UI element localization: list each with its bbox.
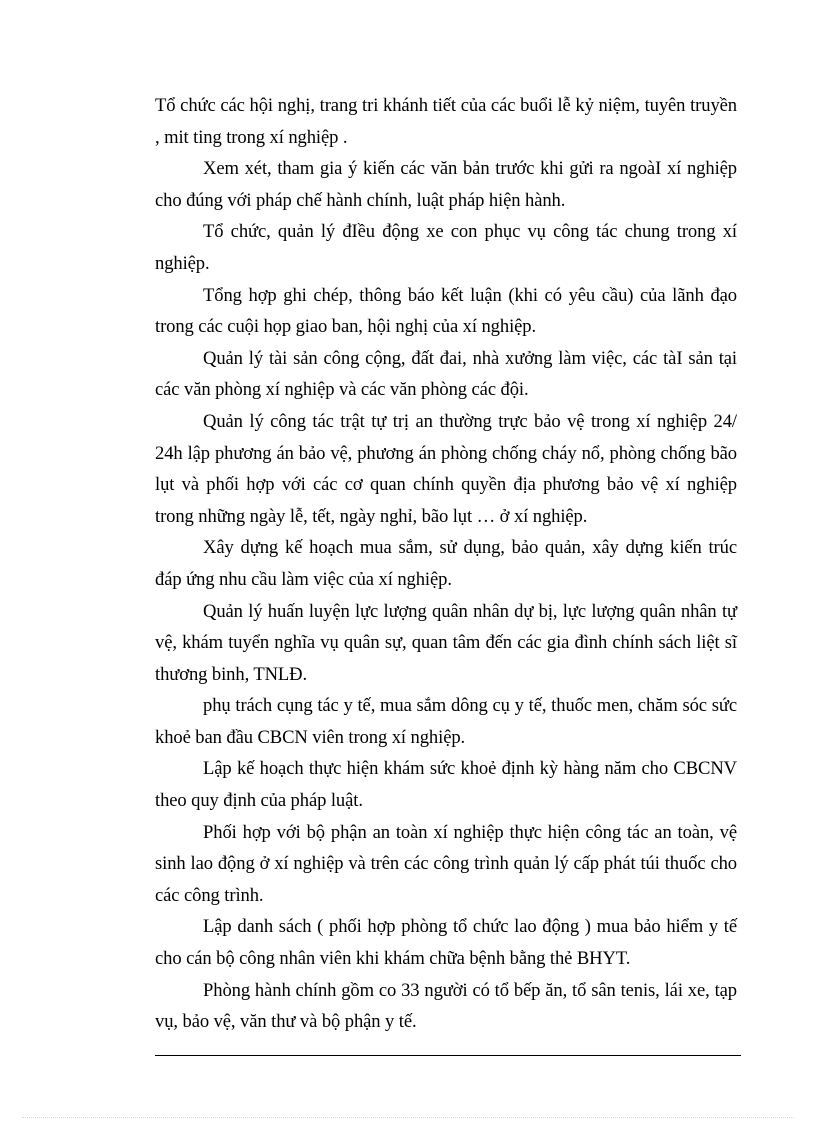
paragraph-security-management: Quản lý công tác trật tự trị an thường trực bảo vệ trong xí nghiệp 24/ 24h lập phương án bảo vệ, phương án phòng chống cháy nổ, phòng chống bão lụt và phối hợp với các cơ quan chính quyền địa phương bảo vệ xí nghiệp trong những ngày lễ, tết, ngày nghỉ, bão lụt … ở xí nghiệp.	[155, 410, 737, 527]
paragraph-health-checkup: Lập kế hoạch thực hiện khám sức khoẻ định kỳ hàng năm cho CBCNV theo quy định của pháp luật.	[155, 758, 737, 812]
paragraph-department-staff: Phòng hành chính gồm co 33 người có tổ bếp ăn, tổ sân tenis, lái xe, tạp vụ, bảo vệ, văn thư và bộ phận y tế.	[155, 979, 737, 1033]
paragraph-militia-training: Quản lý huấn luyện lực lượng quân nhân dự bị, lực lượng quân nhân tự vệ, khám tuyển nghĩa vụ quân sự, quan tâm đến các gia đình chính sách liệt sĩ thương binh, TNLĐ.	[155, 600, 737, 685]
footer-divider	[155, 1055, 741, 1056]
paragraph-asset-management: Quản lý tài sản công cộng, đất đai, nhà xưởng làm việc, các tàI sản tại các văn phòng xí nghiệp và các văn phòng các đội.	[155, 347, 737, 401]
paragraph-organize-events: Tổ chức các hội nghị, trang tri khánh tiết của các buổi lễ kỷ niệm, tuyên truyền , mit ting trong xí nghiệp .	[155, 95, 737, 148]
paragraph-vehicle-management: Tổ chức, quản lý đIều động xe con phục vụ công tác chung trong xí nghiệp.	[155, 221, 737, 274]
paragraph-review-documents: Xem xét, tham gia ý kiến các văn bản trước khi gửi ra ngoàI xí nghiệp cho đúng với pháp chế hành chính, luật pháp hiện hành.	[155, 158, 737, 211]
paragraph-health-insurance: Lập danh sách ( phối hợp phòng tổ chức lao động ) mua bảo hiểm y tế cho cán bộ công nhân viên khi khám chữa bệnh bằng thẻ BHYT.	[155, 916, 737, 970]
paragraph-procurement-plan: Xây dựng kế hoạch mua sắm, sử dụng, bảo quản, xây dựng kiến trúc đáp ứng nhu cầu làm việc của xí nghiệp.	[155, 537, 737, 590]
body-text	[155, 90, 737, 1038]
paragraph-labor-safety: Phối hợp với bộ phận an toàn xí nghiệp thực hiện công tác an toàn, vệ sinh lao động ở xí nghiệp và trên các công trình quản lý cấp phát túi thuốc cho các công trình.	[155, 821, 737, 906]
page-bottom-edge	[22, 1117, 794, 1118]
paragraph-health-care: phụ trách cụng tác y tế, mua sắm dông cụ y tế, thuốc men, chăm sóc sức khoẻ ban đầu CBCN viên trong xí nghiệp.	[155, 695, 737, 748]
paragraph-meeting-notes: Tổng hợp ghi chép, thông báo kết luận (khi có yêu cầu) của lãnh đạo trong các cuội họp giao ban, hội nghị của xí nghiệp.	[155, 284, 737, 338]
